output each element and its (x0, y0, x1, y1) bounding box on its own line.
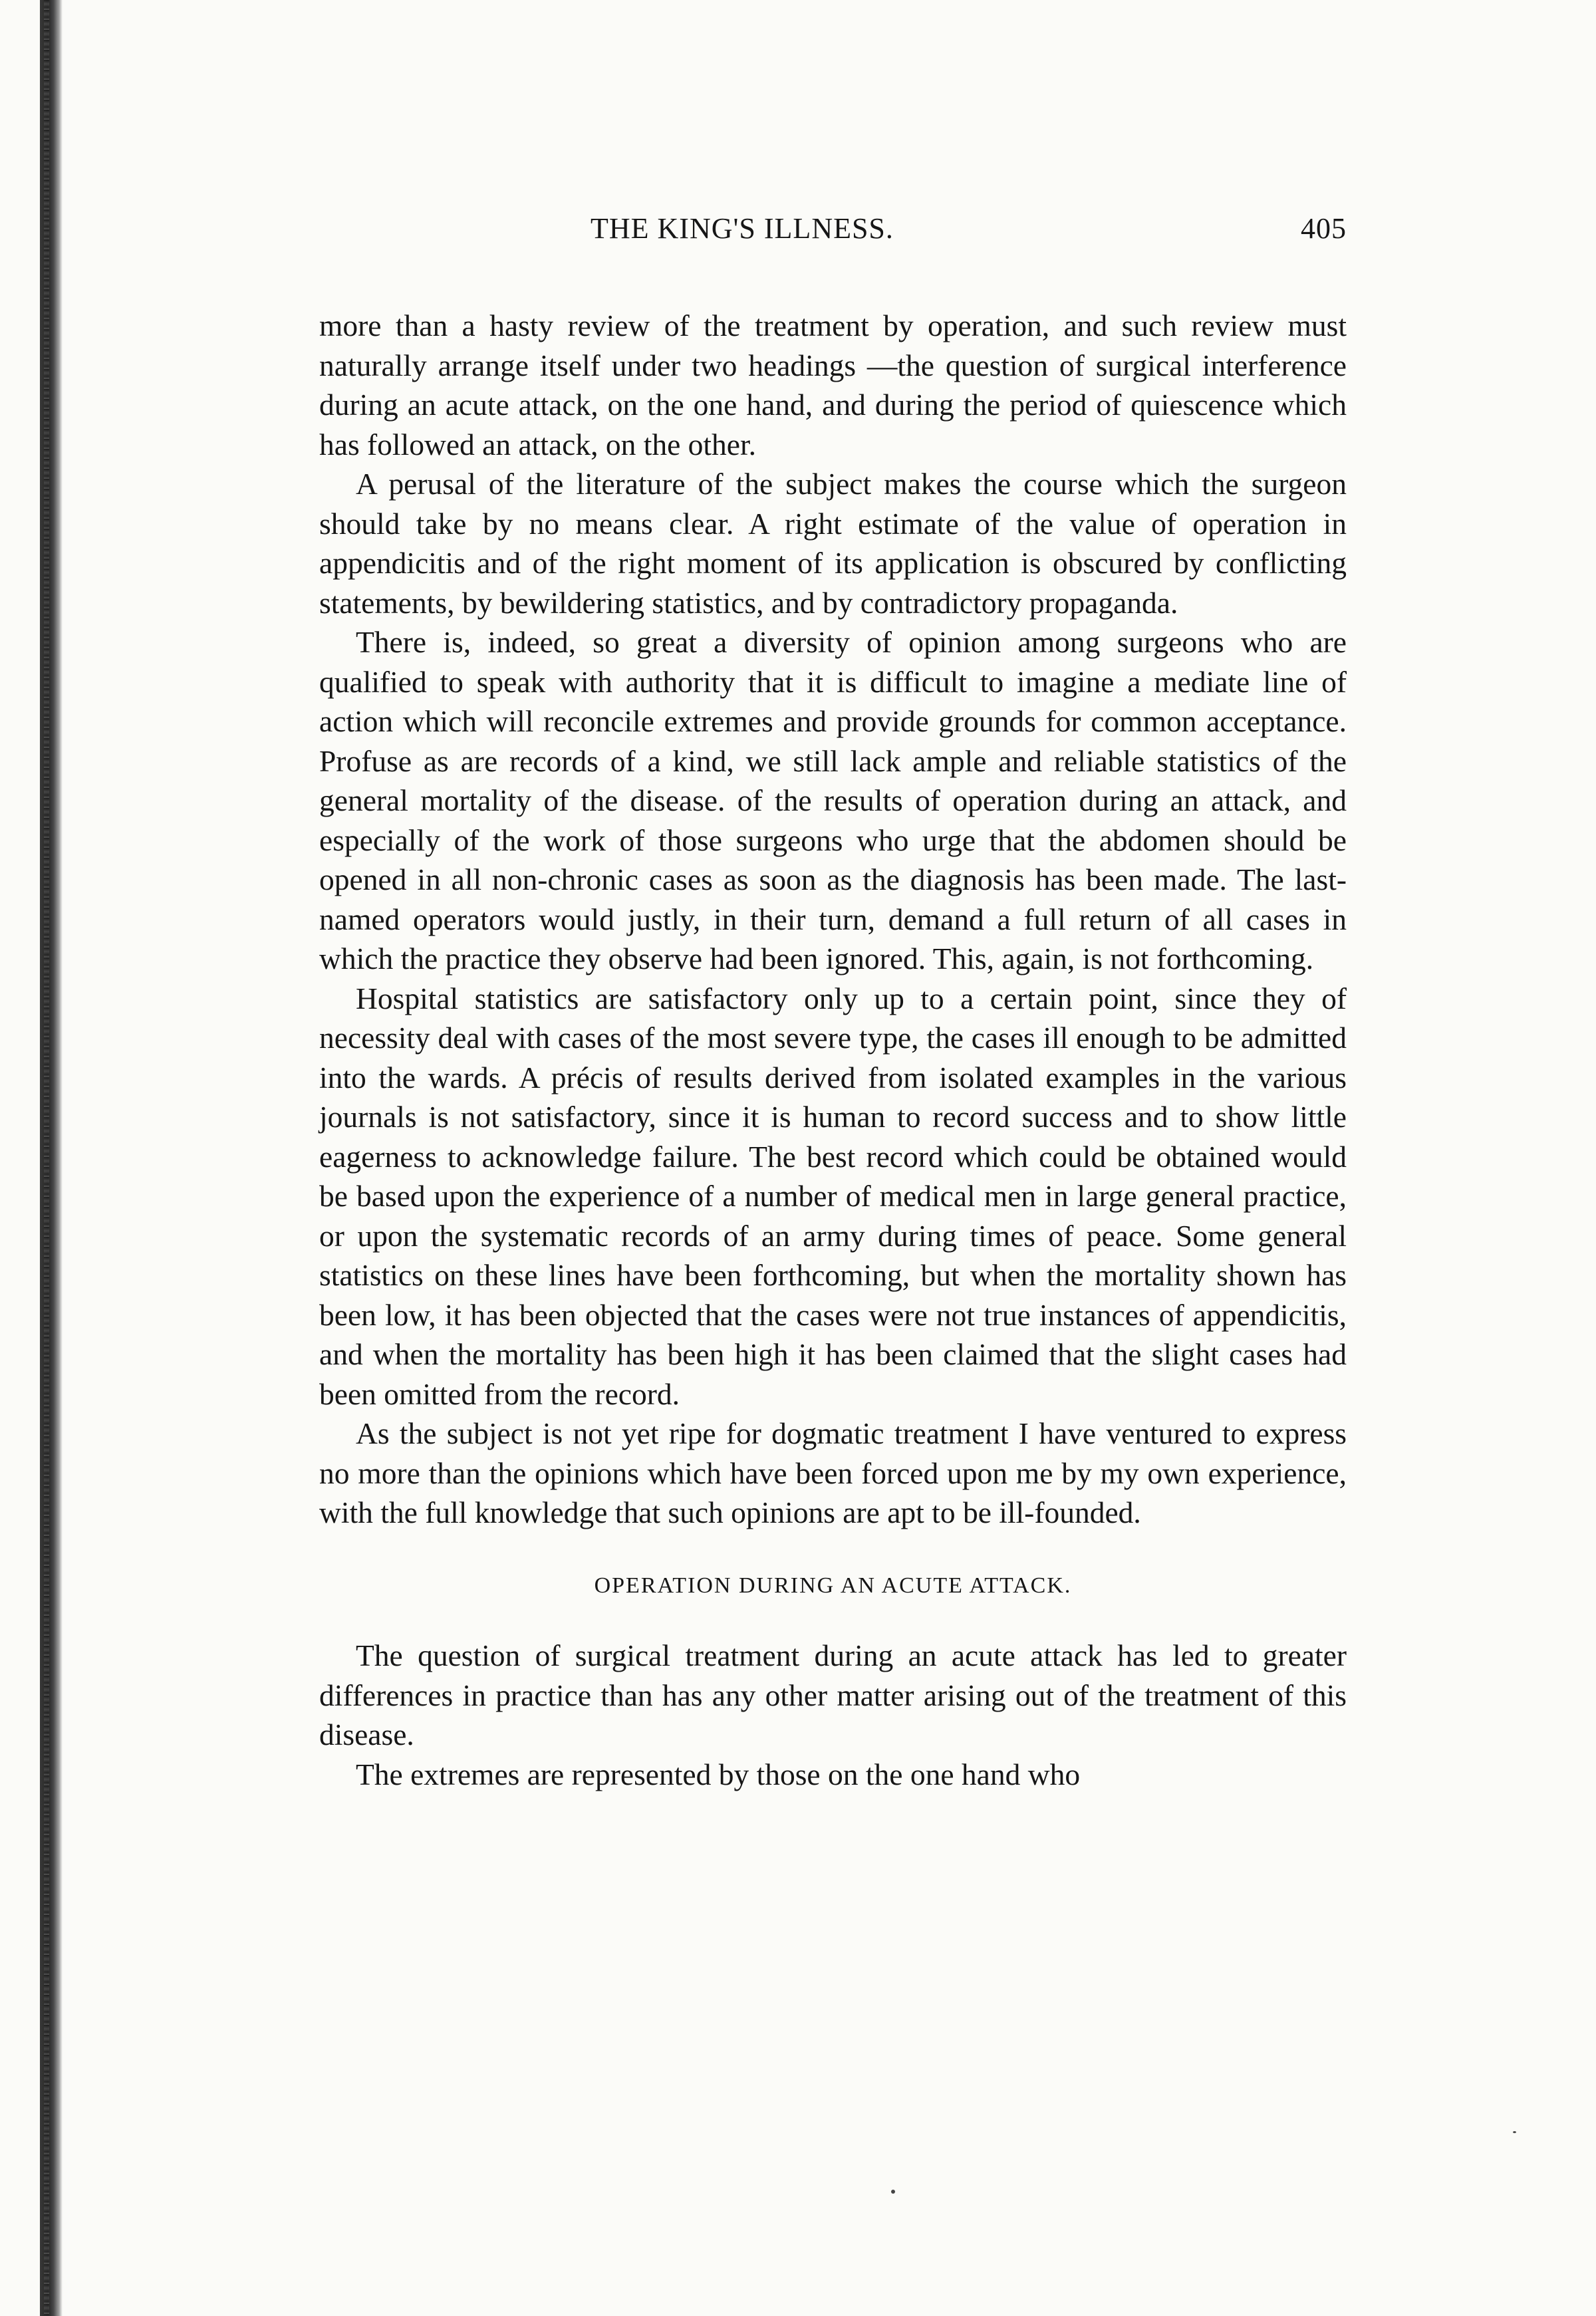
paragraph: The extremes are represented by those on the one hand who (356, 1757, 1081, 1791)
paragraph: The question of surgical treatment during an acute attack has led to greater differences in practice than has any other matter arising out of the treatment of this disease. (319, 1638, 1347, 1751)
paragraph-continued: more than a hasty review of the treatment by operation, and such review must naturally arrange itself under two headings —the question of surgical interference during an acute attack, on the one hand, and during the period of quiescence which has followed an attack, on the other. (319, 309, 1347, 461)
print-speck (891, 2190, 895, 2194)
paragraph: A perusal of the literature of the subject makes the course which the surgeon should take by no means clear. A right estimate of the value of operation in appendicitis and of the right moment of its application is obscured by conflicting statements, by bewildering statistics, and by contradictory propaganda. (319, 467, 1347, 620)
running-title: THE KING'S ILLNESS. (591, 212, 894, 245)
page-number: 405 (1301, 212, 1347, 245)
paragraph: There is, indeed, so great a diversity of opinion among surgeons who are qualified to speak with authority that it is difficult to imagine a mediate line of action which will reconcile extremes and provide grounds for common acceptance. Profuse as are records of a kind, we still lack ample and reliable statistics of the general mortality of the disease. of the results of operation during an attack, and especially of the work of those surgeons who urge that the abdomen should be opened in all non-chronic cases as soon as the diagnosis has been made. The last-named operators would justly, in their turn, demand a full return of all cases in which the practice they observe had been ignored. This, again, is not forthcoming. (319, 625, 1347, 975)
print-speck (1513, 2131, 1516, 2133)
section-heading: OPERATION DURING AN ACUTE ATTACK. (594, 1573, 1072, 1598)
book-binding-edge (40, 0, 63, 2316)
body-text (319, 306, 1347, 1794)
paragraph: Hospital statistics are satisfactory only up to a certain point, since they of necessity deal with cases of the most severe type, the cases ill enough to be admitted into the wards. A précis of results derived from isolated examples in the various journals is not satisfactory, since it is human to record success and to show little eagerness to acknowledge failure. The best record which could be obtained would be based upon the experience of a number of medical men in large general practice, or upon the systematic records of an army during times of peace. Some general statistics on these lines have been forthcoming, but when the mortality shown has been low, it has been objected that the cases were not true instances of appendicitis, and when the mortality has been high it has been claimed that the slight cases had been omitted from the record. (319, 981, 1347, 1411)
running-head (319, 211, 1347, 251)
book-page (319, 211, 1347, 1794)
paragraph: As the subject is not yet ripe for dogmatic treatment I have ventured to express no more than the opinions which have been forced upon me by my own experience, with the full knowledge that such opinions are apt to be ill-founded. (319, 1416, 1347, 1529)
